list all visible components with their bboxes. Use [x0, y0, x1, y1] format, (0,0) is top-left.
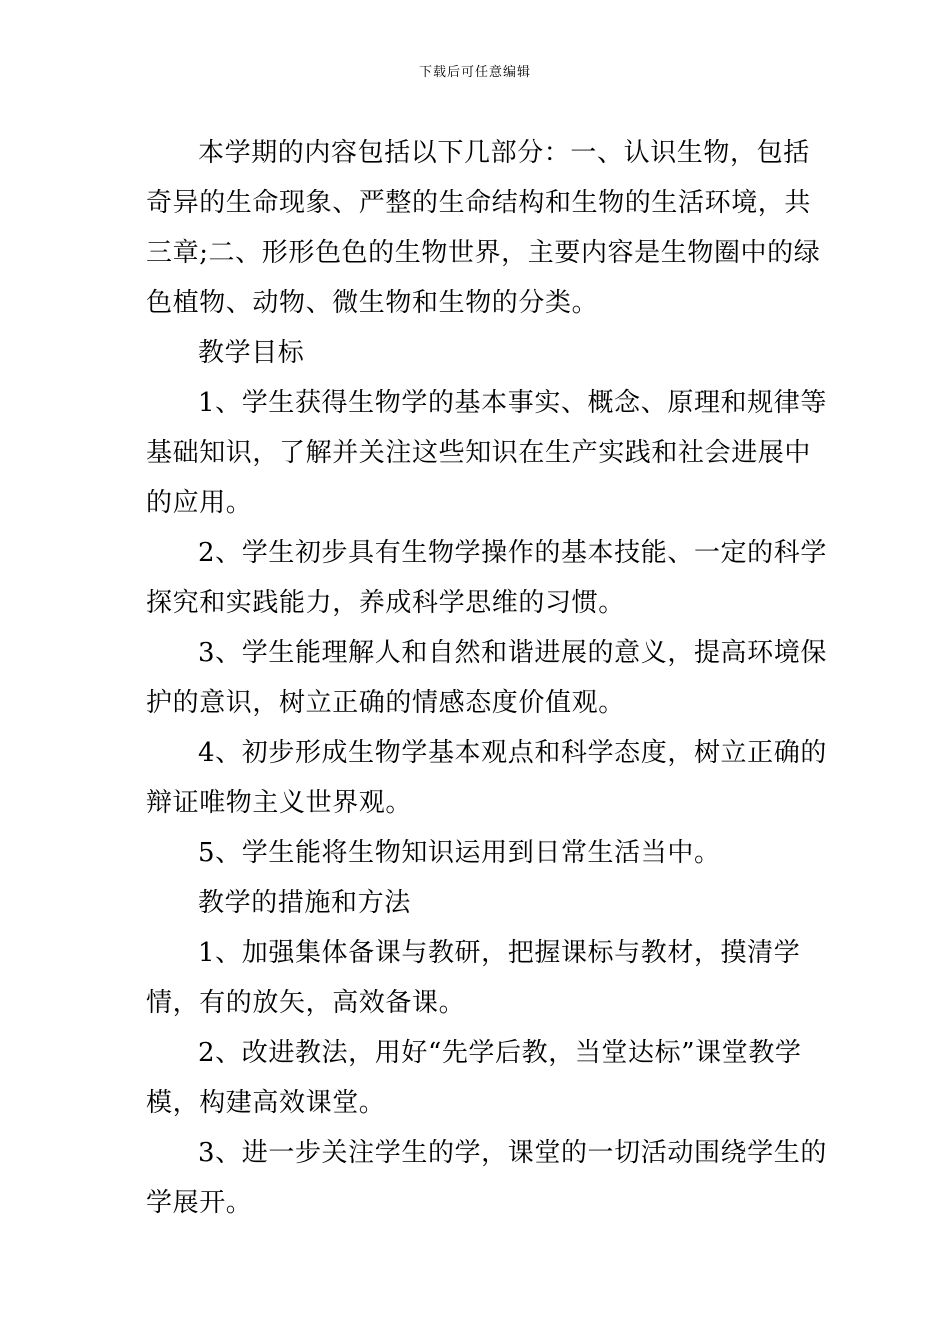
goal-item-5: 5、学生能将生物知识运用到日常生活当中。	[198, 838, 721, 868]
goal-item-4: 4、初步形成生物学基本观点和科学态度，树立正确的辩证唯物主义世界观。	[146, 738, 827, 818]
measure-item-3: 3、进一步关注学生的学，课堂的一切活动围绕学生的学展开。	[146, 1138, 827, 1218]
page-header-note: 下载后可任意编辑	[418, 65, 531, 80]
goal-item-1: 1、学生获得生物学的基本事实、概念、原理和规律等基础知识，了解并关注这些知识在生产实践和社会进展中的应用。	[146, 388, 827, 518]
goal-item-2: 2、学生初步具有生物学操作的基本技能、一定的科学探究和实践能力，养成科学思维的习惯。	[146, 538, 827, 618]
document-body	[146, 128, 836, 1228]
measure-item-2: 2、改进教法，用好“先学后教，当堂达标”课堂教学模，构建高效课堂。	[146, 1038, 802, 1118]
section-heading-measures-methods: 教学的措施和方法	[198, 888, 411, 918]
section-heading-teaching-goals: 教学目标	[198, 338, 305, 368]
intro-paragraph: 本学期的内容包括以下几部分：一、认识生物，包括奇异的生命现象、严整的生命结构和生物的生活环境，共三章;二、形形色色的生物世界，主要内容是生物圈中的绿色植物、动物、微生物和生物的分类。	[146, 138, 821, 318]
measure-item-1: 1、加强集体备课与教研，把握课标与教材，摸清学情，有的放矢，高效备课。	[146, 938, 801, 1018]
goal-item-3: 3、学生能理解人和自然和谐进展的意义，提高环境保护的意识，树立正确的情感态度价值观。	[146, 638, 827, 718]
